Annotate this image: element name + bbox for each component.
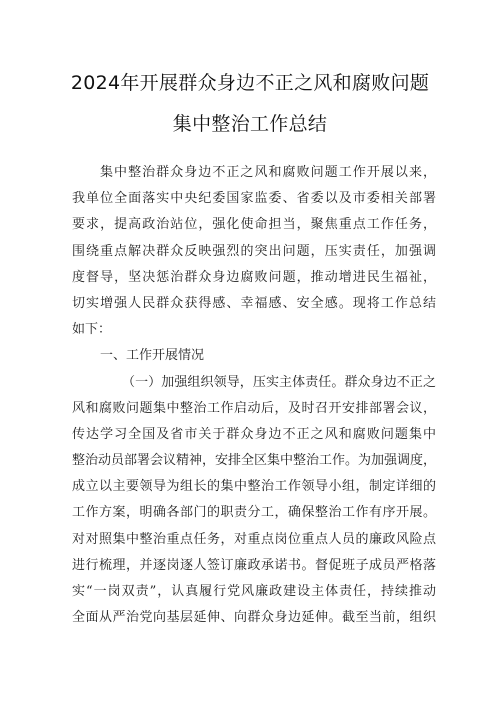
paragraph-1-line-6: 切实增强人民群众获得感、幸福感、安全感。现将工作总结 [72,295,436,311]
section-heading: 一、工作开展情况 [100,348,205,364]
document-body [72,160,436,631]
paragraph-2-line-6: 工作方案，明确各部门的职责分工，确保整治工作有序开展。 [72,505,436,521]
paragraph-2-line-4: 整治动员部署会议精神，安排全区集中整治工作。为加强调度， [72,453,437,469]
paragraph-2-line-8: 进行梳理，并逐岗逐人签订廉政承诺书。督促班子成员严格落 [72,557,436,573]
paragraph-1-line-7: 如下： [72,322,112,338]
paragraph-2-line-3: 传达学习全国及省市关于群众身边不正之风和腐败问题集中 [72,426,436,442]
paragraph-1-line-3: 要求，提高政治站位，强化使命担当，聚焦重点工作任务， [72,217,436,233]
document-title-line-2: 集中整治工作总结 [172,113,328,135]
paragraph-1-line-4: 围绕重点解决群众反映强烈的突出问题，压实责任，加强调 [72,243,436,259]
paragraph-2-line-5: 成立以主要领导为组长的集中整治工作领导小组，制定详细的 [72,479,436,495]
paragraph-1-line-2: 我单位全面落实中央纪委国家监委、省委以及市委相关部署 [72,191,436,207]
document-title-line-1: 2024年开展群众身边不正之风和腐败问题 [70,72,430,94]
paragraph-1-line-1: 集中整治群众身边不正之风和腐败问题工作开展以来， [100,165,436,180]
paragraph-2-line-2: 风和腐败问题集中整治工作启动后，及时召开安排部署会议， [72,400,436,416]
paragraph-2-line-7: 对对照集中整治重点任务，对重点岗位重点人员的廉政风险点 [72,531,436,547]
paragraph-2-line-10: 全面从严治党向基层延伸、向群众身边延伸。截至当前，组织 [72,610,436,626]
paragraph-2-line-9: 实“一岗双责”，认真履行党风廉政建设主体责任，持续推动 [72,584,436,599]
paragraph-2-line-1: （一）加强组织领导，压实主体责任。群众身边不正之 [122,374,436,390]
paragraph-1-line-5: 度督导，坚决惩治群众身边腐败问题，推动增进民生福祉， [72,269,436,285]
